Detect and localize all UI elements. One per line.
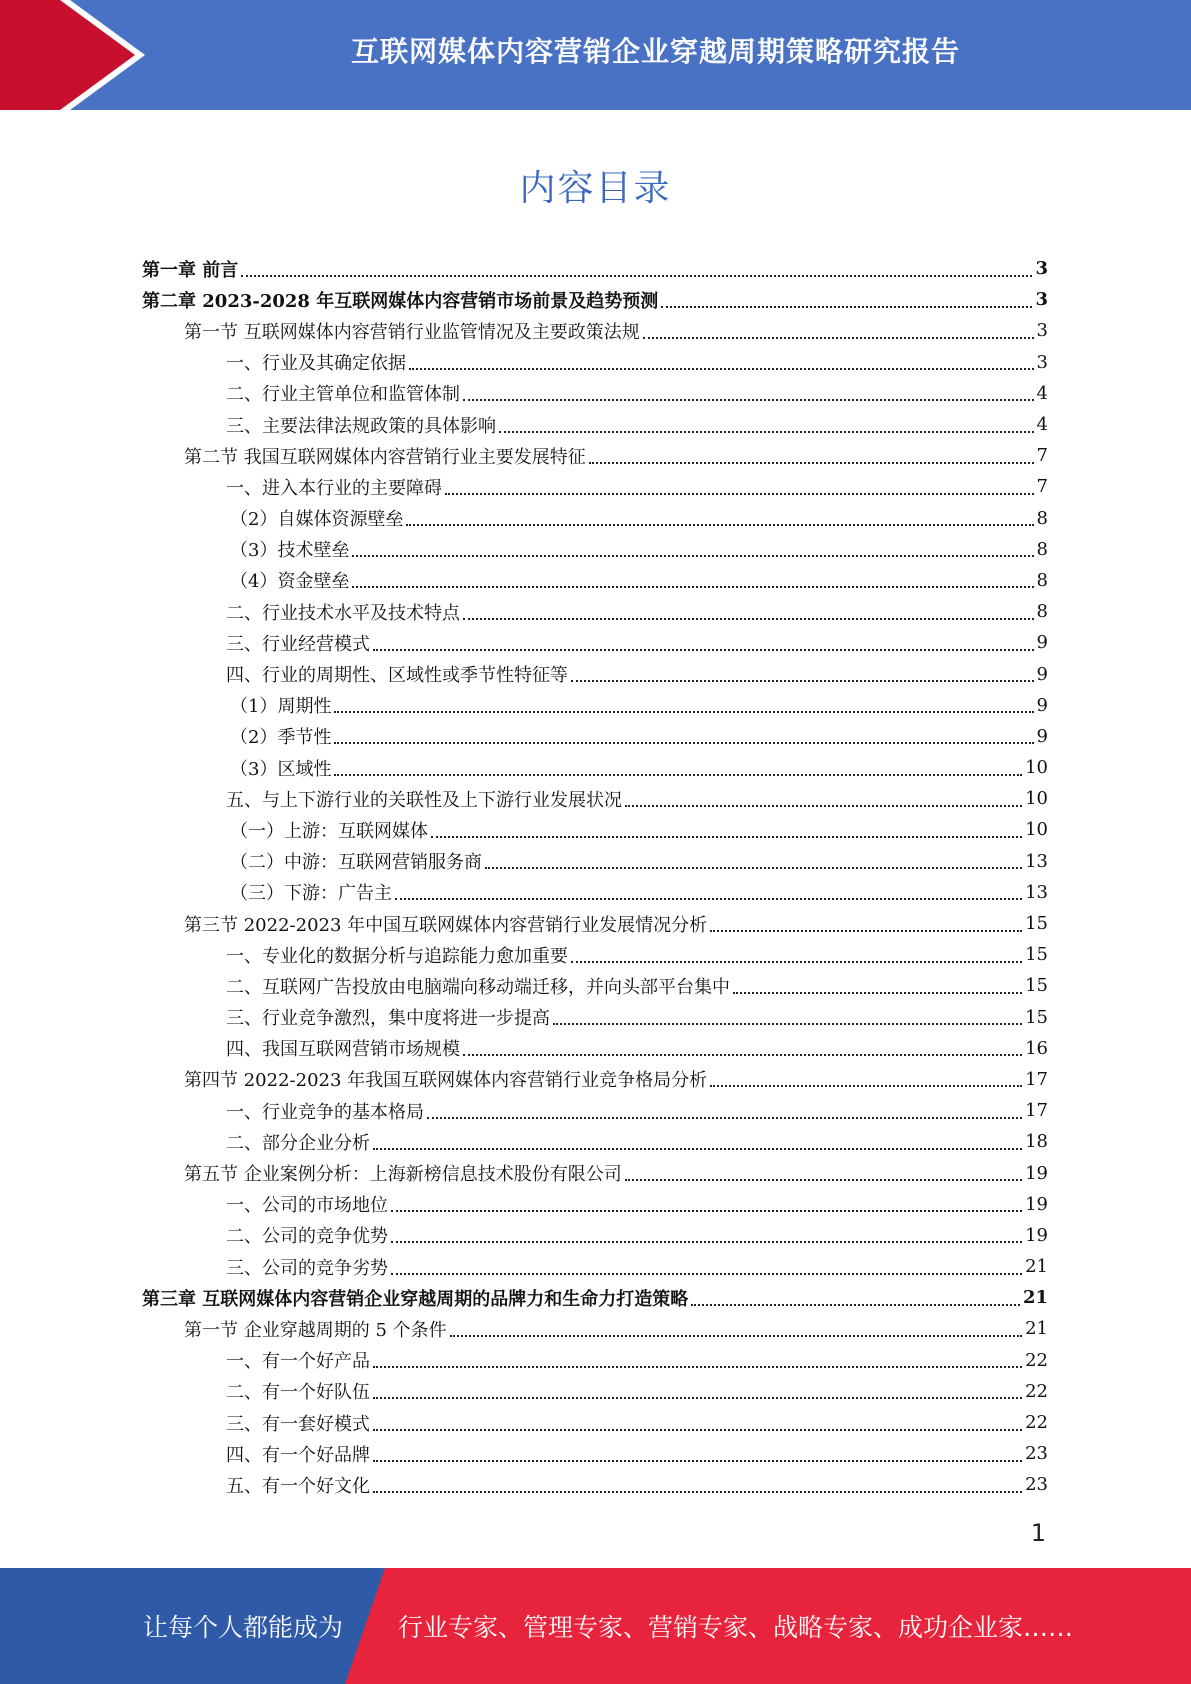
toc-dot-leader: [373, 1442, 1022, 1462]
toc-entry-label: 四、有一个好品牌: [226, 1444, 370, 1466]
toc-entry-label: 五、与上下游行业的关联性及上下游行业发展状况: [226, 789, 622, 811]
toc-dot-leader: [661, 288, 1032, 308]
toc-entry[interactable]: [142, 1313, 1048, 1344]
toc-dot-leader: [450, 1317, 1022, 1337]
toc-dot-leader: [409, 350, 1034, 370]
page-number: 1: [1030, 1519, 1046, 1547]
toc-entry-page: 9: [1036, 663, 1048, 685]
toc-entry[interactable]: [142, 253, 1048, 284]
toc-dot-leader: [463, 1036, 1022, 1056]
toc-entry-label: 二、有一个好队伍: [226, 1382, 370, 1404]
toc-dot-leader: [625, 1161, 1022, 1181]
toc-dot-leader: [373, 1130, 1022, 1150]
toc-entry-label: （2）季节性: [230, 727, 332, 749]
toc-dot-leader: [373, 1348, 1022, 1368]
toc-entry-page: 9: [1036, 632, 1048, 654]
toc-dot-leader: [395, 880, 1022, 900]
toc-entry-label: （3）技术壁垒: [230, 540, 350, 562]
toc-entry-page: 19: [1025, 1193, 1048, 1215]
toc-entry-label: （3）区域性: [230, 758, 332, 780]
toc-entry-page: 18: [1025, 1131, 1048, 1153]
toc-entry[interactable]: [142, 752, 1048, 783]
toc-entry-page: 8: [1036, 507, 1048, 529]
toc-entry-page: 3: [1035, 258, 1048, 280]
footer-banner: [0, 1568, 1191, 1684]
toc-entry[interactable]: [142, 658, 1048, 689]
toc-entry-page: 9: [1036, 694, 1048, 716]
toc-entry-label: （三）下游：广告主: [230, 883, 392, 905]
toc-entry-label: 三、公司的竞争劣势: [226, 1257, 388, 1279]
toc-entry-label: 第四节 2022-2023 年我国互联网媒体内容营销行业竞争格局分析: [184, 1070, 708, 1092]
toc-entry[interactable]: [142, 939, 1048, 970]
toc-entry[interactable]: [142, 1345, 1048, 1376]
toc-entry[interactable]: [142, 347, 1048, 378]
toc-heading: 内容目录: [519, 168, 672, 209]
toc-dot-leader: [625, 787, 1022, 807]
toc-dot-leader: [553, 1005, 1022, 1025]
footer-slogan-left: 让每个人都能成为: [143, 1613, 344, 1642]
toc-entry-page: 21: [1025, 1318, 1048, 1340]
toc-entry-label: 二、行业技术水平及技术特点: [226, 602, 460, 624]
toc-entry-label: （一）上游：互联网媒体: [230, 820, 428, 842]
toc-dot-leader: [391, 1223, 1022, 1243]
toc-entry-page: 13: [1025, 881, 1048, 903]
toc-entry-page: 3: [1036, 351, 1048, 373]
toc-dot-leader: [391, 1192, 1022, 1212]
toc-entry-page: 10: [1025, 757, 1048, 779]
toc-dot-leader: [352, 568, 1033, 588]
toc-entry-page: 23: [1025, 1443, 1048, 1465]
toc-entry[interactable]: [142, 1064, 1048, 1095]
toc-dot-leader: [571, 943, 1022, 963]
toc-dot-leader: [643, 319, 1034, 339]
red-arrow-decoration: [0, 0, 160, 110]
toc-entry-page: 13: [1025, 850, 1048, 872]
toc-entry[interactable]: [142, 1438, 1048, 1469]
toc-entry-label: 一、有一个好产品: [226, 1351, 370, 1373]
toc-entry-label: 一、进入本行业的主要障碍: [226, 477, 442, 499]
toc-entry-page: 16: [1025, 1037, 1048, 1059]
toc-dot-leader: [499, 413, 1034, 433]
toc-entry-label: 五、有一个好文化: [226, 1475, 370, 1497]
toc-entry-label: 一、行业及其确定依据: [226, 353, 406, 375]
toc-entry-page: 8: [1036, 538, 1048, 560]
toc-dot-leader: [571, 662, 1034, 682]
toc-entry[interactable]: [142, 378, 1048, 409]
toc-entry-page: 4: [1036, 382, 1048, 404]
toc-entry-label: 三、行业经营模式: [226, 633, 370, 655]
toc-entry-label: 三、行业竞争激烈，集中度将进一步提高: [226, 1008, 550, 1030]
toc-dot-leader: [485, 849, 1022, 869]
toc-dot-leader: [373, 1379, 1022, 1399]
toc-dot-leader: [427, 1099, 1022, 1119]
header-banner: [0, 0, 1191, 110]
toc-entry-label: 一、公司的市场地位: [226, 1195, 388, 1217]
toc-entry-label: 四、行业的周期性、区域性或季节性特征等: [226, 665, 568, 687]
toc-entry-page: 10: [1025, 819, 1048, 841]
toc-entry-label: 第二节 我国互联网媒体内容营销行业主要发展特征: [184, 446, 586, 468]
toc-entry[interactable]: [142, 565, 1048, 596]
toc-entry[interactable]: [142, 1095, 1048, 1126]
toc-entry-label: （二）中游：互联网营销服务商: [230, 852, 482, 874]
toc-entry-page: 15: [1025, 944, 1048, 966]
toc-entry[interactable]: [142, 315, 1048, 346]
toc-entry[interactable]: [142, 1282, 1048, 1313]
toc-entry-page: 7: [1036, 445, 1048, 467]
toc-entry-page: 22: [1025, 1380, 1048, 1402]
toc-entry-page: 21: [1022, 1287, 1048, 1309]
toc-entry-label: 二、行业主管单位和监管体制: [226, 384, 460, 406]
toc-entry-page: 17: [1025, 1068, 1048, 1090]
toc-entry-page: 8: [1036, 569, 1048, 591]
toc-dot-leader: [691, 1286, 1020, 1306]
toc-entry-page: 22: [1025, 1412, 1048, 1434]
toc-dot-leader: [710, 1067, 1022, 1087]
toc-entry-page: 3: [1036, 320, 1048, 342]
toc-entry-label: 第三章 互联网媒体内容营销企业穿越周期的品牌力和生命力打造策略: [142, 1288, 689, 1310]
toc-entry[interactable]: [142, 814, 1048, 845]
toc-dot-leader: [463, 600, 1034, 620]
toc-entry-page: 19: [1025, 1224, 1048, 1246]
toc-entry-label: 二、互联网广告投放由电脑端向移动端迁移，并向头部平台集中: [226, 976, 730, 998]
toc-entry-page: 23: [1025, 1474, 1048, 1496]
toc-entry-label: 第一节 企业穿越周期的 5 个条件: [184, 1319, 447, 1341]
toc-entry-page: 15: [1025, 975, 1048, 997]
toc-entry[interactable]: [142, 627, 1048, 658]
toc-dot-leader: [733, 974, 1022, 994]
toc-entry-page: 21: [1025, 1256, 1048, 1278]
toc-entry[interactable]: [142, 1157, 1048, 1188]
toc-entry[interactable]: [142, 1033, 1048, 1064]
toc-dot-leader: [391, 1255, 1022, 1275]
toc-dot-leader: [463, 381, 1034, 401]
toc-dot-leader: [241, 257, 1032, 277]
toc-entry[interactable]: [142, 877, 1048, 908]
toc-entry-page: 15: [1025, 913, 1048, 935]
toc-entry-label: 第二章 2023-2028 年互联网媒体内容营销市场前景及趋势预测: [142, 290, 659, 312]
toc-entry-page: 17: [1025, 1100, 1048, 1122]
toc-entry-page: 22: [1025, 1349, 1048, 1371]
toc-entry[interactable]: [142, 409, 1048, 440]
toc-entry-page: 4: [1036, 414, 1048, 436]
toc-entry[interactable]: [142, 503, 1048, 534]
toc-entry-label: 二、部分企业分析: [226, 1132, 370, 1154]
toc-entry[interactable]: [142, 596, 1048, 627]
toc-dot-leader: [373, 1473, 1022, 1493]
toc-entry[interactable]: [142, 1469, 1048, 1500]
toc-entry-label: 一、专业化的数据分析与追踪能力愈加重要: [226, 945, 568, 967]
toc-entry[interactable]: [142, 1251, 1048, 1282]
toc-dot-leader: [334, 724, 1033, 744]
toc-entry[interactable]: [142, 1407, 1048, 1438]
toc-entry-label: （4）资金壁垒: [230, 571, 350, 593]
toc-entry[interactable]: [142, 1126, 1048, 1157]
toc-entry[interactable]: [142, 908, 1048, 939]
toc-dot-leader: [406, 506, 1033, 526]
toc-dot-leader: [445, 475, 1034, 495]
toc-entry-label: 第五节 企业案例分析：上海新榜信息技术股份有限公司: [184, 1164, 622, 1186]
toc-entry-label: 一、行业竞争的基本格局: [226, 1101, 424, 1123]
toc-entry[interactable]: [142, 783, 1048, 814]
toc-dot-leader: [373, 631, 1034, 651]
toc-entry-label: 四、我国互联网营销市场规模: [226, 1039, 460, 1061]
toc-entry[interactable]: [142, 721, 1048, 752]
table-of-contents: [142, 253, 1048, 1501]
toc-dot-leader: [352, 537, 1033, 557]
toc-entry[interactable]: [142, 1189, 1048, 1220]
toc-dot-leader: [334, 756, 1022, 776]
toc-entry-page: 3: [1035, 289, 1048, 311]
toc-dot-leader: [710, 912, 1022, 932]
toc-entry-page: 7: [1036, 476, 1048, 498]
toc-entry[interactable]: [142, 1220, 1048, 1251]
toc-entry-label: 第一节 互联网媒体内容营销行业监管情况及主要政策法规: [184, 321, 640, 343]
toc-entry-label: （1）周期性: [230, 696, 332, 718]
toc-entry-label: 第一章 前言: [142, 259, 239, 281]
toc-entry[interactable]: [142, 440, 1048, 471]
toc-dot-leader: [589, 444, 1034, 464]
toc-entry[interactable]: [142, 1002, 1048, 1033]
toc-entry-page: 9: [1036, 725, 1048, 747]
toc-entry[interactable]: [142, 1376, 1048, 1407]
toc-dot-leader: [431, 818, 1022, 838]
report-title: 互联网媒体内容营销企业穿越周期策略研究报告: [350, 35, 960, 68]
toc-entry-label: 三、主要法律法规政策的具体影响: [226, 415, 496, 437]
toc-dot-leader: [373, 1411, 1022, 1431]
toc-entry-label: （2）自媒体资源壁垒: [230, 509, 404, 531]
toc-entry[interactable]: [142, 690, 1048, 721]
toc-entry[interactable]: [142, 534, 1048, 565]
toc-entry[interactable]: [142, 846, 1048, 877]
toc-dot-leader: [334, 693, 1033, 713]
toc-entry[interactable]: [142, 970, 1048, 1001]
footer-slogan-right: 行业专家、管理专家、营销专家、战略专家、成功企业家……: [398, 1613, 1074, 1642]
toc-entry-label: 三、有一套好模式: [226, 1413, 370, 1435]
toc-entry-page: 8: [1036, 601, 1048, 623]
toc-entry-page: 15: [1025, 1006, 1048, 1028]
toc-entry-page: 10: [1025, 788, 1048, 810]
toc-entry[interactable]: [142, 284, 1048, 315]
toc-entry[interactable]: [142, 471, 1048, 502]
toc-entry-page: 19: [1025, 1162, 1048, 1184]
toc-entry-label: 第三节 2022-2023 年中国互联网媒体内容营销行业发展情况分析: [184, 914, 708, 936]
toc-entry-label: 二、公司的竞争优势: [226, 1226, 388, 1248]
